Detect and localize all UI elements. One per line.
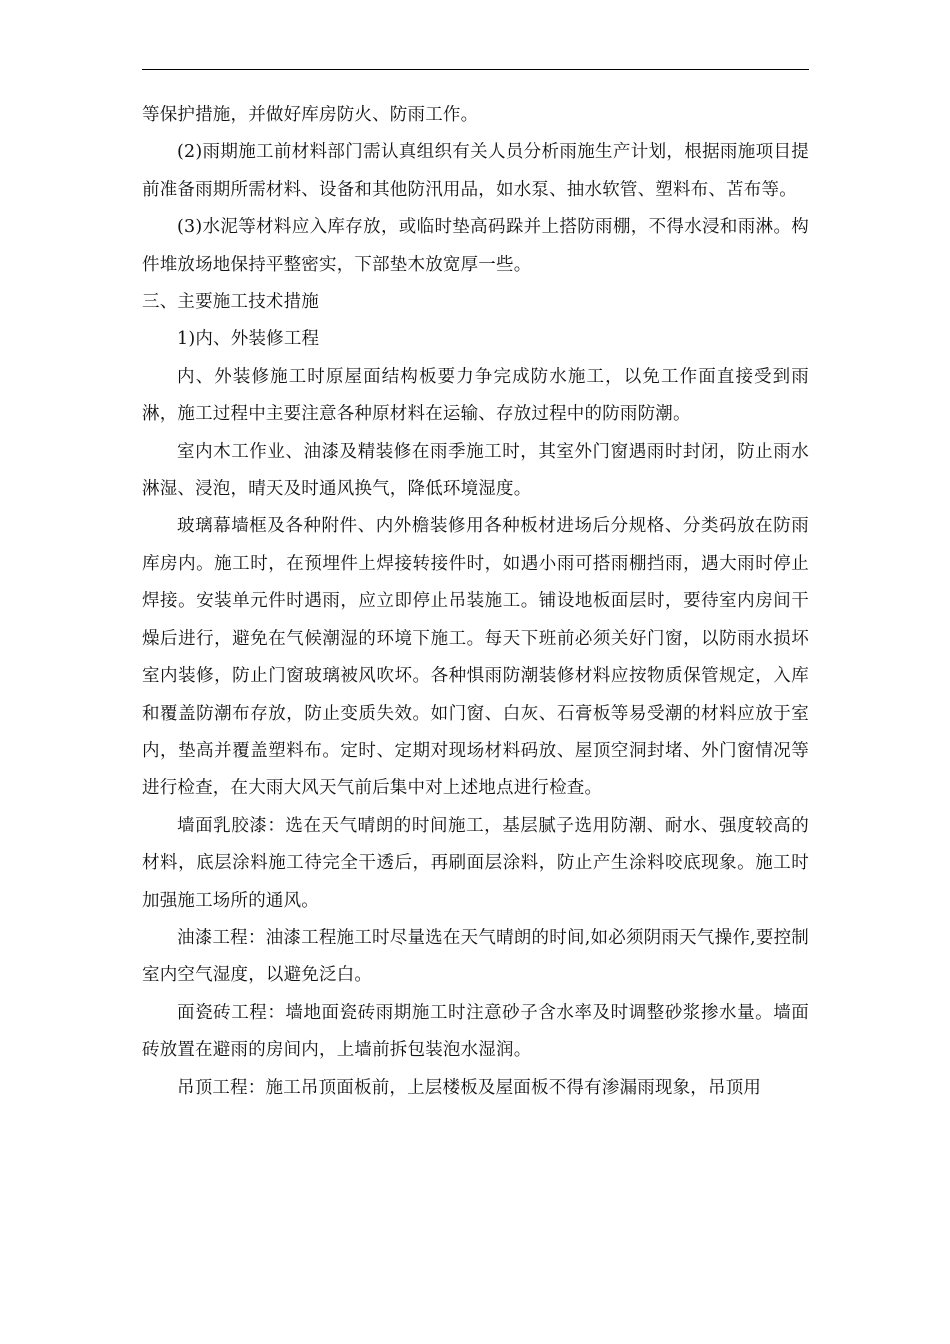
paragraph-tile-work: 面瓷砖工程：墙地面瓷砖雨期施工时注意砂子含水率及时调整砂浆掺水量。墙面砖放置在避雨的房间内，上墙前拆包装泡水湿润。 (142, 1002, 809, 1061)
paragraph-glass-curtain-wall: 玻璃幕墙框及各种附件、内外檐装修用各种板材进场后分规格、分类码放在防雨库房内。施工时，在预埋件上焊接转接件时，如遇小雨可搭雨棚挡雨，遇大雨时停止焊接。安装单元件时遇雨，应立即停止吊装施工。铺设地板面层时，要待室内房间干燥后进行，避免在气候潮湿的环境下施工。每天下班前必须关好门窗，以防雨水损坏室内装修，防止门窗玻璃被风吹坏。各种惧雨防潮装修材料应按物质保管规定，入库和覆盖防潮布存放，防止变质失效。如门窗、白灰、石膏板等易受潮的材料应放于室内，垫高并覆盖塑料布。定时、定期对现场材料码放、屋顶空洞封堵、外门窗情况等进行检查，在大雨大风天气前后集中对上述地点进行检查。 (142, 516, 809, 799)
paragraph-continuation: 等保护措施，并做好库房防火、防雨工作。 (142, 105, 479, 125)
paragraph-latex-paint: 墙面乳胶漆：选在天气晴朗的时间施工，基层腻子选用防潮、耐水、强度较高的材料，底层涂料施工待完全干透后，再刷面层涂料，防止产生涂料咬底现象。施工时加强施工场所的通风。 (142, 815, 809, 911)
paragraph-interior-woodwork: 室内木工作业、油漆及精装修在雨季施工时，其室外门窗遇雨时封闭，防止雨水淋湿、浸泡，晴天及时通风换气，降低环境湿度。 (142, 441, 809, 500)
paragraph-ceiling-work: 吊顶工程：施工吊顶面板前，上层楼板及屋面板不得有渗漏雨现象，吊顶用 (177, 1077, 762, 1098)
subsection-heading: 1)内、外装修工程 (177, 329, 320, 350)
paragraph-item-3: (3)水泥等材料应入库存放，或临时垫高码跺并上搭防雨棚，不得水浸和雨淋。构件堆放场地保持平整密实，下部垫木放宽厚一些。 (142, 217, 809, 275)
paragraph-paint-work: 油漆工程：油漆工程施工时尽量选在天气晴朗的时间,如必须阴雨天气操作,要控制室内空气湿度，以避免泛白。 (142, 927, 809, 986)
section-heading: 三、主要施工技术措施 (142, 292, 319, 313)
paragraph-waterproofing: 内、外装修施工时原屋面结构板要力争完成防水施工，以免工作面直接受到雨淋，施工过程中主要注意各种原材料在运输、存放过程中的防雨防潮。 (142, 366, 809, 425)
document-body (142, 97, 809, 1107)
paragraph-item-2: (2)雨期施工前材料部门需认真组织有关人员分析雨施生产计划，根据雨施项目提前准备雨期所需材料、设备和其他防汛用品，如水泵、抽水软管、塑料布、苫布等。 (142, 142, 809, 200)
header-rule (142, 69, 809, 70)
